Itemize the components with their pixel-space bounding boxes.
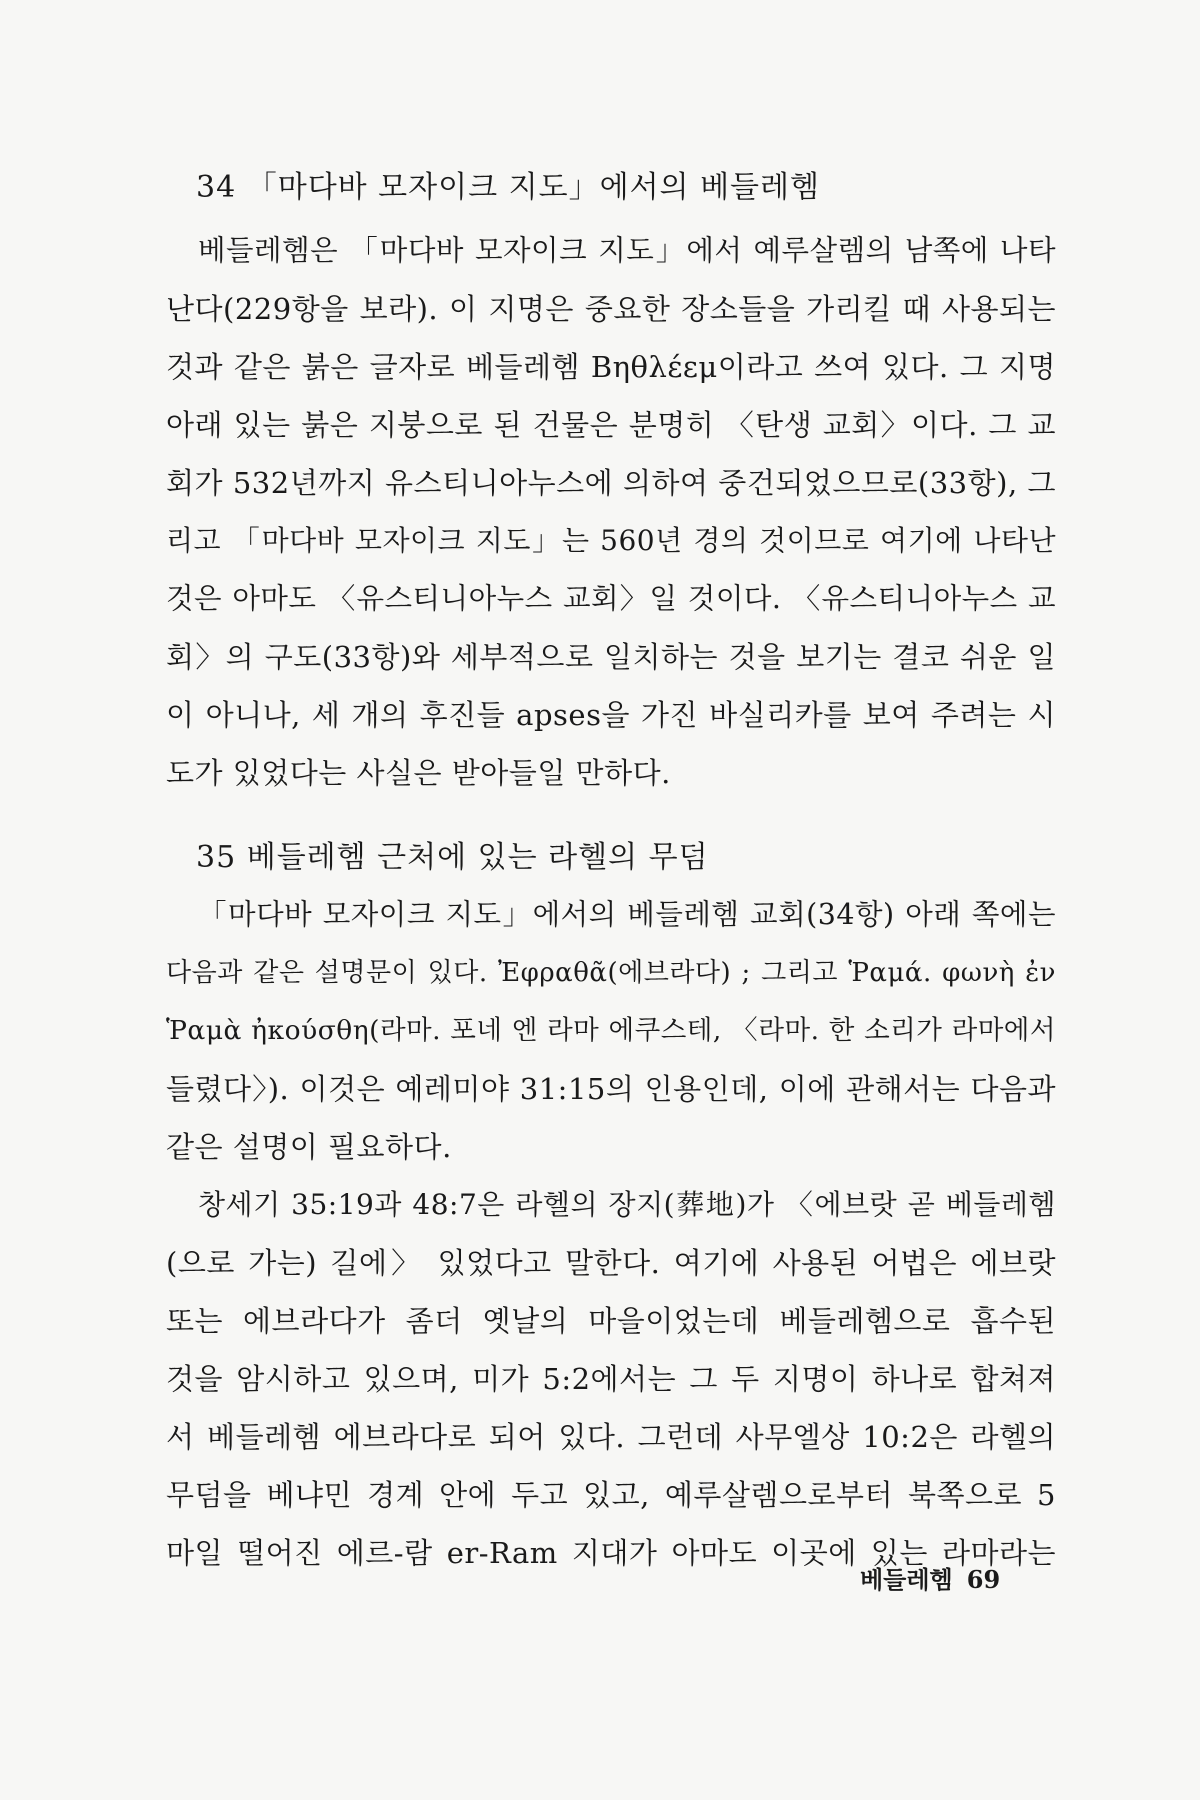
text-line: 서 베들레헴 에브라다로 되어 있다. 그런데 사무엘상 10:2은 라헬의 — [166, 1420, 1056, 1454]
text-line: 마일 떨어진 에르-람 er-Ram 지대가 아마도 이곳에 있는 라마라는 — [166, 1536, 1056, 1570]
running-title: 베들레헴 — [860, 1565, 953, 1594]
text-line: 리고 「마다바 모자이크 지도」는 560년 경의 것이므로 여기에 나타난 — [166, 524, 1056, 557]
text-line: (으로 가는) 길에〉 있었다고 말한다. 여기에 사용된 어법은 에브랏 — [166, 1246, 1056, 1280]
section-35-paragraph-2 — [166, 1176, 1056, 1582]
text-line: 것은 아마도 〈유스티니아누스 교회〉일 것이다. 〈유스티니아누스 교 — [166, 582, 1056, 615]
text-line: 또는 에브라다가 좀더 옛날의 마을이었는데 베들레헴으로 흡수된 — [166, 1304, 1056, 1338]
text-line: 들렸다〉). 이것은 예레미야 31:15의 인용인데, 이에 관해서는 다음과 — [166, 1072, 1056, 1106]
text-line: 다음과 같은 설명문이 있다. Ἐφραθᾶ(에브라다) ; 그리고 Ῥαμά. φωνὴ ἐν — [166, 958, 1056, 988]
text-line: 창세기 35:19과 48:7은 라헬의 장지(葬地)가 〈에브랏 곧 베들레헴 — [198, 1188, 1056, 1221]
section-35-paragraph-1 — [166, 886, 1056, 1176]
text-line: 회〉의 구도(33항)와 세부적으로 일치하는 것을 보기는 결코 쉬운 일 — [166, 640, 1056, 674]
text-line: 난다(229항을 보라). 이 지명은 중요한 장소들을 가리킬 때 사용되는 — [166, 292, 1056, 326]
page-number: 69 — [966, 1565, 1001, 1594]
text-line: 도가 있었다는 사실은 받아들일 만하다. — [166, 756, 671, 790]
text-line: 무덤을 베냐민 경계 안에 두고 있고, 예루살렘으로부터 북쪽으로 5 — [166, 1478, 1056, 1512]
text-line: 베들레헴은 「마다바 모자이크 지도」에서 예루살렘의 남쪽에 나타 — [198, 234, 1056, 267]
section-34-paragraph — [166, 222, 1056, 802]
text-line: 것과 같은 붉은 글자로 베들레헴 Βηθλέεμ이라고 쓰여 있다. 그 지명 — [166, 350, 1056, 384]
text-line: 것을 암시하고 있으며, 미가 5:2에서는 그 두 지명이 하나로 합쳐져 — [166, 1362, 1056, 1396]
text-line: 아래 있는 붉은 지붕으로 된 건물은 분명히 〈탄생 교회〉이다. 그 교 — [166, 408, 1056, 442]
page-footer — [860, 1560, 1000, 1595]
section-heading-35: 35 베들레헴 근처에 있는 라헬의 무덤 — [196, 840, 709, 875]
text-line: Ῥαμὰ ἠκούσθη(라마. 포네 엔 라마 에쿠스테, 〈라마. 한 소리가 라마에서 — [166, 1015, 1056, 1046]
text-line: 같은 설명이 필요하다. — [166, 1130, 452, 1164]
text-line: 이 아니나, 세 개의 후진들 apses을 가진 바실리카를 보여 주려는 시 — [166, 698, 1056, 732]
section-heading-34: 34 「마다바 모자이크 지도」에서의 베들레헴 — [196, 170, 820, 205]
text-line: 「마다바 모자이크 지도」에서의 베들레헴 교회(34항) 아래 쪽에는 — [198, 898, 1056, 931]
text-line: 회가 532년까지 유스티니아누스에 의하여 중건되었으므로(33항), 그 — [166, 466, 1056, 500]
